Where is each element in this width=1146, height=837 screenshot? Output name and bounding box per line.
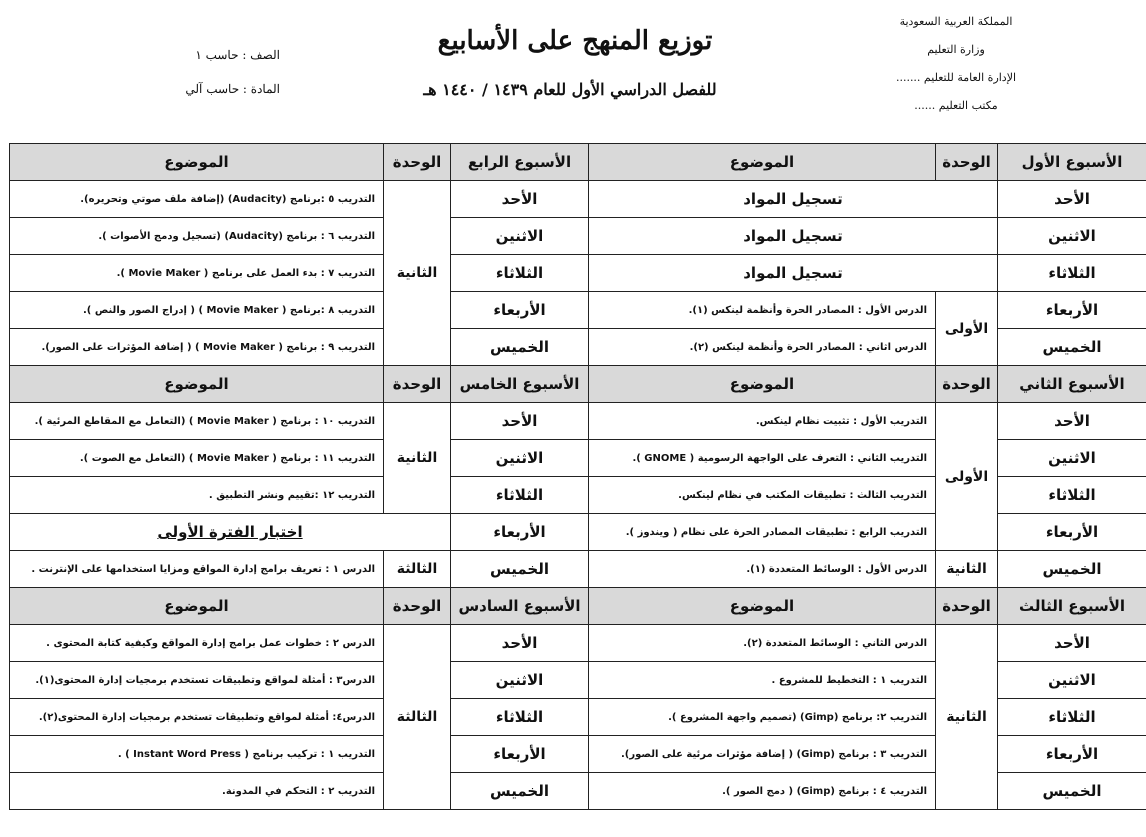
day-cell: الأحد [451, 403, 589, 440]
day-cell: الاثنين [998, 218, 1146, 255]
class-label: الصف : حاسب ١ [195, 48, 280, 62]
topic-cell: الدرس الأول : الوسائط المتعددة (١). [589, 551, 936, 588]
day-cell: الأربعاء [998, 736, 1146, 773]
day-cell: الخميس [998, 329, 1146, 366]
topic-header: الموضوع [10, 144, 384, 181]
topic-cell: تسجيل المواد [589, 255, 998, 292]
day-cell: الأحد [451, 625, 589, 662]
topic-cell: الدرس الثاني : الوسائط المتعددة (٢). [589, 625, 936, 662]
table-row [10, 292, 1146, 329]
unit-cell: الثالثة [384, 551, 451, 588]
topic-cell: الدرس٤: أمثلة لمواقع وتطبيقات تستخدم برمجيات إدارة المحتوى(٢). [10, 699, 384, 736]
office-label: مكتب التعليم ...... [914, 99, 998, 112]
topic-cell: التدريب الثالث : تطبيقات المكتب في نظام لينكس. [589, 477, 936, 514]
day-cell: الاثنين [451, 218, 589, 255]
topic-header: الموضوع [589, 588, 936, 625]
topic-cell: التدريب ١ : تركيب برنامج ( Instant Word Press ) . [10, 736, 384, 773]
day-cell: الاثنين [451, 440, 589, 477]
day-cell: الاثنين [451, 662, 589, 699]
class-info [170, 38, 280, 106]
day-cell: الثلاثاء [451, 255, 589, 292]
day-cell: الخميس [998, 551, 1146, 588]
day-cell: الأربعاء [451, 292, 589, 329]
week-title: الأسبوع الرابع [451, 144, 589, 181]
topic-cell: الدرس ٢ : خطوات عمل برامج إدارة المواقع وكيفية كتابة المحتوى . [10, 625, 384, 662]
topic-cell: التدريب ٢ : التحكم في المدونة. [10, 773, 384, 810]
exam-cell: اختبار الفترة الأولى [10, 514, 451, 551]
topic-cell: التدريب ٨ :برنامج ( Movie Maker ) ( إدراج الصور والنص ). [10, 292, 384, 329]
day-cell: الأحد [998, 181, 1146, 218]
page-subtitle: للفصل الدراسي الأول للعام ١٤٣٩ / ١٤٤٠ هـ [423, 80, 717, 99]
topic-cell: التدريب ١١ : برنامج ( Movie Maker ) (التعامل مع الصوت ). [10, 440, 384, 477]
subject-label: المادة : حاسب آلي [185, 82, 280, 96]
week-title: الأسبوع الثاني [998, 366, 1146, 403]
day-cell: الاثنين [998, 662, 1146, 699]
day-cell: الأحد [998, 625, 1146, 662]
directorate-label: الإدارة العامة للتعليم ....... [895, 71, 1017, 84]
week-title: الأسبوع الأول [998, 144, 1146, 181]
week-header-row [10, 588, 1146, 625]
unit-cell: الأولى [936, 292, 998, 366]
topic-cell: التدريب ٦ : برنامج (Audacity) (تسجيل ودمج الأصوات ). [10, 218, 384, 255]
table-row [10, 551, 1146, 588]
day-cell: الأحد [998, 403, 1146, 440]
day-cell: الثلاثاء [451, 477, 589, 514]
day-cell: الخميس [451, 329, 589, 366]
topic-cell: الدرس٣ : أمثلة لمواقع وتطبيقات تستخدم برمجيات إدارة المحتوى(١). [10, 662, 384, 699]
unit-header: الوحدة [384, 588, 451, 625]
topic-header: الموضوع [10, 366, 384, 403]
topic-cell: الدرس اثاني : المصادر الحرة وأنظمة لينكس (٢). [589, 329, 936, 366]
day-cell: الخميس [451, 773, 589, 810]
unit-cell: الثالثة [384, 625, 451, 810]
unit-cell: الثانية [384, 403, 451, 514]
day-cell: الخميس [998, 773, 1146, 810]
topic-cell: تسجيل المواد [589, 218, 998, 255]
week-title: الأسبوع السادس [451, 588, 589, 625]
day-cell: الأربعاء [451, 736, 589, 773]
topic-cell: التدريب ٣ : برنامج (Gimp) ( إضافة مؤثرات مرئية على الصور). [589, 736, 936, 773]
unit-cell: الأولى [936, 403, 998, 551]
day-cell: الأحد [451, 181, 589, 218]
unit-header: الوحدة [936, 144, 998, 181]
unit-cell: الثانية [936, 625, 998, 810]
day-cell: الثلاثاء [998, 699, 1146, 736]
day-cell: الأربعاء [998, 292, 1146, 329]
topic-cell: التدريب ٩ : برنامج ( Movie Maker ) ( إضافة المؤثرات على الصور). [10, 329, 384, 366]
day-cell: الأربعاء [998, 514, 1146, 551]
week-title: الأسبوع الخامس [451, 366, 589, 403]
week-title: الأسبوع الثالث [998, 588, 1146, 625]
topic-cell: التدريب الأول : تثبيت نظام لينكس. [589, 403, 936, 440]
day-cell: الاثنين [998, 440, 1146, 477]
topic-cell: الدرس ١ : تعريف برامج إدارة المواقع ومزايا استخدامها على الإنترنت . [10, 551, 384, 588]
day-cell: الثلاثاء [998, 255, 1146, 292]
kingdom-label: المملكة العربية السعودية [899, 15, 1013, 28]
topic-cell: تسجيل المواد [589, 181, 998, 218]
day-cell: الأربعاء [451, 514, 589, 551]
unit-header: الوحدة [936, 366, 998, 403]
schedule-table [9, 143, 1146, 810]
page-title: توزيع المنهج على الأسابيع [437, 26, 713, 56]
ministry-header [856, 8, 1056, 120]
table-row [10, 255, 1146, 292]
day-cell: الثلاثاء [451, 699, 589, 736]
day-cell: الخميس [451, 551, 589, 588]
table-row [10, 625, 1146, 662]
week-header-row [10, 366, 1146, 403]
topic-cell: الدرس الأول : المصادر الحرة وأنظمة لينكس (١). [589, 292, 936, 329]
week-header-row [10, 144, 1146, 181]
topic-header: الموضوع [589, 144, 936, 181]
day-cell: الثلاثاء [998, 477, 1146, 514]
topic-cell: التدريب الرابع : تطبيقات المصادر الحرة على نظام ( ويندوز ). [589, 514, 936, 551]
unit-header: الوحدة [384, 144, 451, 181]
topic-cell: التدريب ١٢ :تقييم ونشر التطبيق . [10, 477, 384, 514]
topic-header: الموضوع [589, 366, 936, 403]
unit-cell: الثانية [384, 181, 451, 366]
ministry-label: وزارة التعليم [927, 43, 985, 56]
topic-cell: التدريب ١٠ : برنامج ( Movie Maker ) (التعامل مع المقاطع المرئية ). [10, 403, 384, 440]
topic-cell: التدريب ٤ : برنامج (Gimp) ( دمج الصور ). [589, 773, 936, 810]
topic-cell: التدريب الثاني : التعرف على الواجهة الرسومية ( GNOME ). [589, 440, 936, 477]
topic-cell: التدريب ٥ :برنامج (Audacity) (إضافة ملف صوتي وتحريره). [10, 181, 384, 218]
unit-header: الوحدة [384, 366, 451, 403]
table-row [10, 403, 1146, 440]
topic-header: الموضوع [10, 588, 384, 625]
topic-cell: التدريب ٧ : بدء العمل على برنامج ( Movie Maker ). [10, 255, 384, 292]
table-row [10, 181, 1146, 218]
unit-cell: الثانية [936, 551, 998, 588]
table-row [10, 218, 1146, 255]
topic-cell: التدريب ١ : التخطيط للمشروع . [589, 662, 936, 699]
unit-header: الوحدة [936, 588, 998, 625]
topic-cell: التدريب ٢: برنامج (Gimp) (تصميم واجهة المشروع ). [589, 699, 936, 736]
